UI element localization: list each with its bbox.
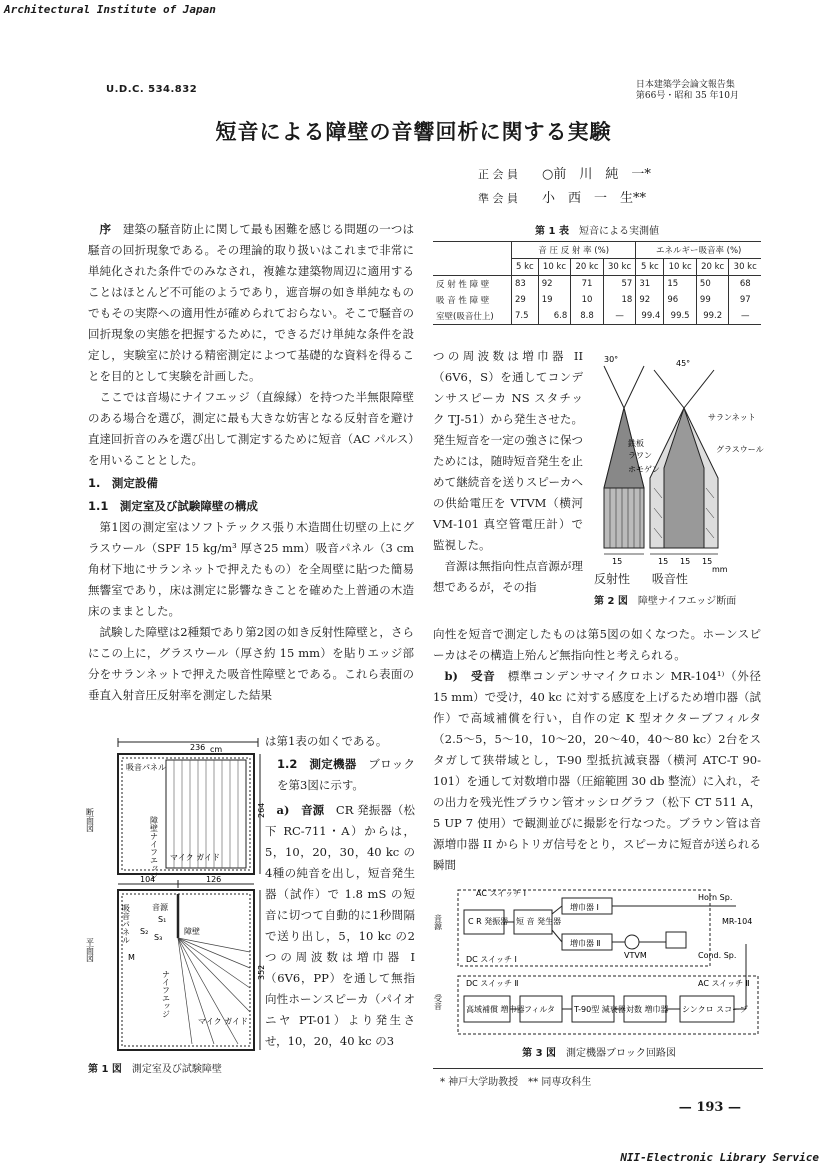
label-mic-guide-plan: マイク ガイド: [198, 1017, 248, 1026]
table-cell: 68: [729, 276, 761, 293]
label-ac-switch-1: AC スイッチ Ⅰ: [476, 889, 527, 898]
table-cell: 92: [636, 292, 664, 308]
table-cell: 99.2: [696, 308, 729, 325]
dim-15-a: 15: [612, 557, 623, 566]
table-row: [433, 308, 761, 325]
table-cell: 92: [538, 276, 571, 293]
table-cell: 8.8: [571, 308, 604, 325]
label-absorptive: 吸音性: [651, 572, 688, 586]
label-lauan: ラワン: [628, 451, 652, 460]
author-name: 小 西 一 生**: [542, 191, 647, 206]
figure-2: [584, 348, 762, 620]
figure-2-label: 第 2 図: [594, 596, 628, 607]
table-1-caption-text: 短音による実測値: [578, 226, 659, 237]
figure-3-caption: [436, 1044, 762, 1059]
top-banner: Architectural Institute of Japan: [4, 3, 216, 16]
label-panel: 吸音パネル: [126, 763, 166, 772]
table-1-label: 第 1 表: [535, 226, 569, 237]
label-receiver-group: 受音: [433, 994, 443, 1010]
table-cell: 83: [512, 276, 539, 293]
figure-1-caption-text: 測定室及び試験障壁: [131, 1064, 222, 1075]
label-source: 音源: [152, 903, 168, 912]
label-absorb: 吸音パネル: [121, 904, 131, 944]
dim-15-b: 15: [658, 557, 669, 566]
label-cond-speaker: Cond. Sp.: [698, 951, 737, 960]
table-row: [433, 292, 761, 308]
source-heading: a) 音源: [276, 803, 325, 817]
footnote: * 神戸大学助教授 ** 同専攻科生: [440, 1077, 592, 1088]
table-cell: 99: [696, 292, 729, 308]
table-freq: 10 kc: [538, 259, 571, 276]
table-row: [433, 276, 761, 293]
label-tin: 鉄板: [628, 439, 644, 448]
table-header-row: [433, 242, 761, 259]
table-cell: 50: [696, 276, 729, 293]
dim-unit: cm: [210, 745, 223, 754]
figure-1-label: 第 1 図: [88, 1064, 122, 1075]
table-freq: 5 kc: [512, 259, 539, 276]
label-s2: S₂: [140, 927, 149, 936]
table-cell: 18: [603, 292, 636, 308]
subsection-1-2-text: ブロックを第3図に示す。: [277, 757, 415, 792]
table-freq: 5 kc: [636, 259, 664, 276]
block-vtvm: VTVM: [624, 951, 647, 960]
receiver-heading: b) 受音: [444, 669, 496, 683]
dim-unit-mm: mm: [712, 565, 728, 574]
block-oscilloscope: シンクロ スコープ: [682, 1005, 748, 1014]
figure-1: [85, 738, 268, 1088]
label-saran: サランネット: [708, 413, 756, 422]
figure-3-caption-text: 測定機器ブロック回路図: [566, 1048, 676, 1059]
section-heading: 1. 測定設備: [88, 476, 158, 490]
intro-text: 建築の騒音防止に関して最も困難を感じる問題の一つは騒音の回折現象である。その理論的取り扱いはこれまで非常に単純化された条件でのみなされ，複雑な建築物周辺に適用することはほとんど不可能のようであり，遮音塀の如き単純なものでもその実際への適用性が確められておらない。そこで騒音の回折現象の実態を把握するために，できるだけ単純な条件を設定し，実験室に於ける精密測定によつて基礎的な資料を得ることを目的として実験を計画した。: [88, 222, 415, 383]
label-barrier: 障壁ナイフエッジ: [149, 816, 159, 880]
label-knife: ナイフエッジ: [161, 970, 171, 1018]
dim-104: 104: [140, 875, 156, 884]
figure-3: [433, 884, 762, 1060]
table-freq: 30 kc: [729, 259, 761, 276]
figure-1-drawing: [85, 738, 268, 1088]
table-1-caption: [433, 222, 761, 237]
label-dc-switch-1: DC スイッチ Ⅰ: [466, 955, 517, 964]
label-dc-switch-2: DC スイッチ Ⅱ: [466, 979, 519, 988]
figure-3-label: 第 3 図: [522, 1048, 557, 1059]
table-cell: 57: [603, 276, 636, 293]
table-freq: 30 kc: [603, 259, 636, 276]
author-row: [478, 187, 748, 211]
subsection-heading-1-2: [277, 754, 415, 796]
table-group-header: エネルギー吸音率 (%): [636, 242, 761, 259]
figure-1-caption: [88, 1060, 268, 1075]
label-ac-switch-2: AC スイッチ Ⅱ: [698, 979, 750, 988]
paper-title: 短音による障壁の音響回析に関する実験: [215, 119, 612, 144]
table-corner: [433, 242, 512, 276]
directivity-cont: 向性を短音で測定したものは第5図の如くなつた。ホーンスピーカはその構造上殆んど無指向性と考えられる。: [433, 627, 761, 662]
figure-3-drawing: [433, 884, 762, 1040]
table-cell: 31: [636, 276, 664, 293]
label-s3: S₃: [154, 933, 163, 942]
author-row: [478, 163, 748, 187]
left-column-text: [88, 219, 414, 706]
table-cell: 71: [571, 276, 604, 293]
table-row-label: 反 射 性 障 壁: [433, 276, 512, 293]
table-1-grid: [433, 241, 761, 325]
table-cell: 97: [729, 292, 761, 308]
intro-heading: 序: [99, 222, 112, 236]
block-attenuator: T-90型 減衰器: [574, 1005, 626, 1014]
table-ref-cont: は第1表の如くである。: [265, 734, 388, 748]
left-narrow-text: [265, 731, 415, 1052]
table-cell: 99.5: [664, 308, 697, 325]
label-mr104: MR-104: [722, 917, 753, 926]
receiver-paragraph: [433, 666, 761, 876]
table-freq: 20 kc: [571, 259, 604, 276]
table-cell: 19: [538, 292, 571, 308]
angle-30: 30°: [604, 355, 619, 364]
receiver-text: 標準コンデンサマイクロホン MR-104¹⁾（外径 15 mm）で受け，40 kc に対する感度を上げるため増巾器（試作）で高域補償を行い，自作の定 K 型オクターブフィルタ（2.5〜5，5〜10，10〜20，20〜40，40〜80 kc）2台をスタガして狭帯域とし，T-90 型抵抗減衰器（横河 ATC-T 90-101）を通して対数増巾器（圧縮範囲 30 db 整流）に入れ，その出力を残光性ブラウン管オッシログラフ（松下 CT 511 A，5 UP 7 使用）で観測並びに撮影を行なつた。ブラウン管は音源増巾器 II からトリガ信号をとり，スピーカに短音が送られる瞬間: [433, 669, 762, 872]
dim-plan-height: 352: [257, 964, 266, 980]
label-mic-guide: マイク ガイド: [170, 853, 220, 862]
label-m: M: [128, 953, 135, 962]
journal-line1: 日本建築学会論文報告集: [635, 80, 735, 90]
label-source-group: 音源: [433, 914, 443, 930]
dim-width: 236: [190, 743, 206, 752]
label-plywood: ホモゲン: [628, 465, 660, 474]
source-paragraph: [265, 800, 415, 1052]
block-hi-amp: 高域補償 増巾器: [466, 1005, 525, 1014]
block-amp-2: 増巾器 Ⅱ: [570, 939, 601, 948]
journal-line2: 第66号・昭和 35 年10月: [635, 91, 739, 101]
table-cell: 10: [571, 292, 604, 308]
right-column-text: [433, 624, 761, 876]
subsection-1-2-title: 1.2 測定機器: [277, 757, 357, 771]
dim-15-d: 15: [702, 557, 713, 566]
udc-code: U.D.C. 534.832: [106, 84, 198, 95]
bottom-banner: NII-Electronic Library Service: [620, 1151, 819, 1164]
label-s1: S₁: [158, 915, 167, 924]
subsection-heading: 1.1 測定室及び試験障壁の構成: [88, 499, 258, 513]
source-text: CR 発振器（松下 RC-711・A）からは，5，10，20，30，40 kc の4種の純音を出し，短音発生器（試作）で 1.8 mS の短音に切つて自動的に1秒間隔で送り出し，5，10 kc の2つの周波数は増巾器 I（6V6，PP）を通して無指向性ホーンスピーカ（パイオニヤ PT-01）より発生させ，10，20，40 kc の3: [265, 803, 415, 1048]
table-row-label: 吸 音 性 障 壁: [433, 292, 512, 308]
author-role: 準 会 員: [478, 192, 518, 205]
table-cell: —: [729, 308, 761, 325]
table-freq: 10 kc: [664, 259, 697, 276]
dim-15-c: 15: [680, 557, 691, 566]
figure-2-drawing: [584, 348, 762, 580]
angle-45: 45°: [676, 359, 691, 368]
block-cr-oscillator: C R 発振器: [468, 917, 509, 926]
figure-2-caption-text: 障壁ナイフエッジ断面: [637, 596, 737, 607]
label-wall: 障壁: [184, 927, 200, 936]
table-cell: 6.8: [538, 308, 571, 325]
block-filter: フィルタ: [524, 1005, 556, 1014]
table-1: [433, 222, 761, 325]
dim-126: 126: [206, 875, 222, 884]
directivity-start: 音源は無指向性点音源が理想であるが，その指: [433, 559, 583, 594]
label-section: 断面図: [85, 808, 95, 832]
table-cell: —: [603, 308, 636, 325]
dim-height: 264: [257, 802, 266, 818]
author-name: ○前 川 純 一*: [542, 167, 651, 182]
block-log-amp: 対数 増巾器: [626, 1005, 669, 1014]
author-block: [478, 163, 748, 211]
table-cell: 29: [512, 292, 539, 308]
speaker-paragraph: つの周波数は増巾器 II（6V6，S）を通してコンデンサスピーカ NS スタチック TJ-51）から発生させた。発生短音を一定の強さに保つためには，随時短音発生を止めて継続音を送りスピーカへの供給電圧を VTVM（横河 VM-101 真空管電圧計）で監視した。: [433, 349, 583, 552]
figure-2-caption: [594, 592, 754, 607]
table-freq: 20 kc: [696, 259, 729, 276]
table-cell: 7.5: [512, 308, 539, 325]
block-amp-1: 増巾器 Ⅰ: [570, 903, 599, 912]
label-horn-speaker: Horn Sp.: [698, 893, 733, 902]
table-cell: 99.4: [636, 308, 664, 325]
block-tone-generator: 短 音 発生器: [516, 917, 562, 926]
journal-info: [636, 80, 739, 102]
intro-paragraph-2: ここでは音場にナイフエッジ（直線縁）を持つた半無限障壁のある場合を選び，測定に最も大きな妨害となる反射音を避け直達回折音のみを選び出して測定するために短音（AC パルス）を用いることとした。: [88, 390, 414, 467]
table-group-header: 音 圧 反 射 率 (%): [512, 242, 636, 259]
intro-paragraph: [88, 219, 414, 387]
table-cell: 96: [664, 292, 697, 308]
figure-2-type-labels: [594, 570, 764, 587]
table-cell: 15: [664, 276, 697, 293]
author-role: 正 会 員: [478, 168, 518, 181]
table-row-label: 室壁(吸音仕上): [433, 308, 512, 325]
footnote-rule: [433, 1068, 763, 1069]
right-narrow-text: [433, 346, 583, 598]
label-glass: グラスウール: [716, 445, 764, 454]
label-reflective: 反射性: [594, 572, 631, 586]
label-plan: 平面図: [85, 938, 95, 962]
page-number: — 193 —: [678, 1100, 741, 1115]
body-paragraph: 第1図の測定室はソフトテックス張り木造間仕切壁の上にグラスウール（SPF 15 kg/m³ 厚さ25 mm）吸音パネル（3 cm 角材下地にサランネットで押えたもの）を全周壁に貼つた簡易無響室であり，床は測定に影響なきことを確めた上普通の木造床のままとした。: [88, 520, 414, 618]
body-paragraph: 試験した障壁は2種類であり第2図の如き反射性障壁と，さらにこの上に，グラスウール（厚さ約 15 mm）を貼りエッジ部分をサランネットで押えた吸音性障壁とである。これら表面の垂直入射音圧反射率を測定した結果: [88, 625, 414, 702]
